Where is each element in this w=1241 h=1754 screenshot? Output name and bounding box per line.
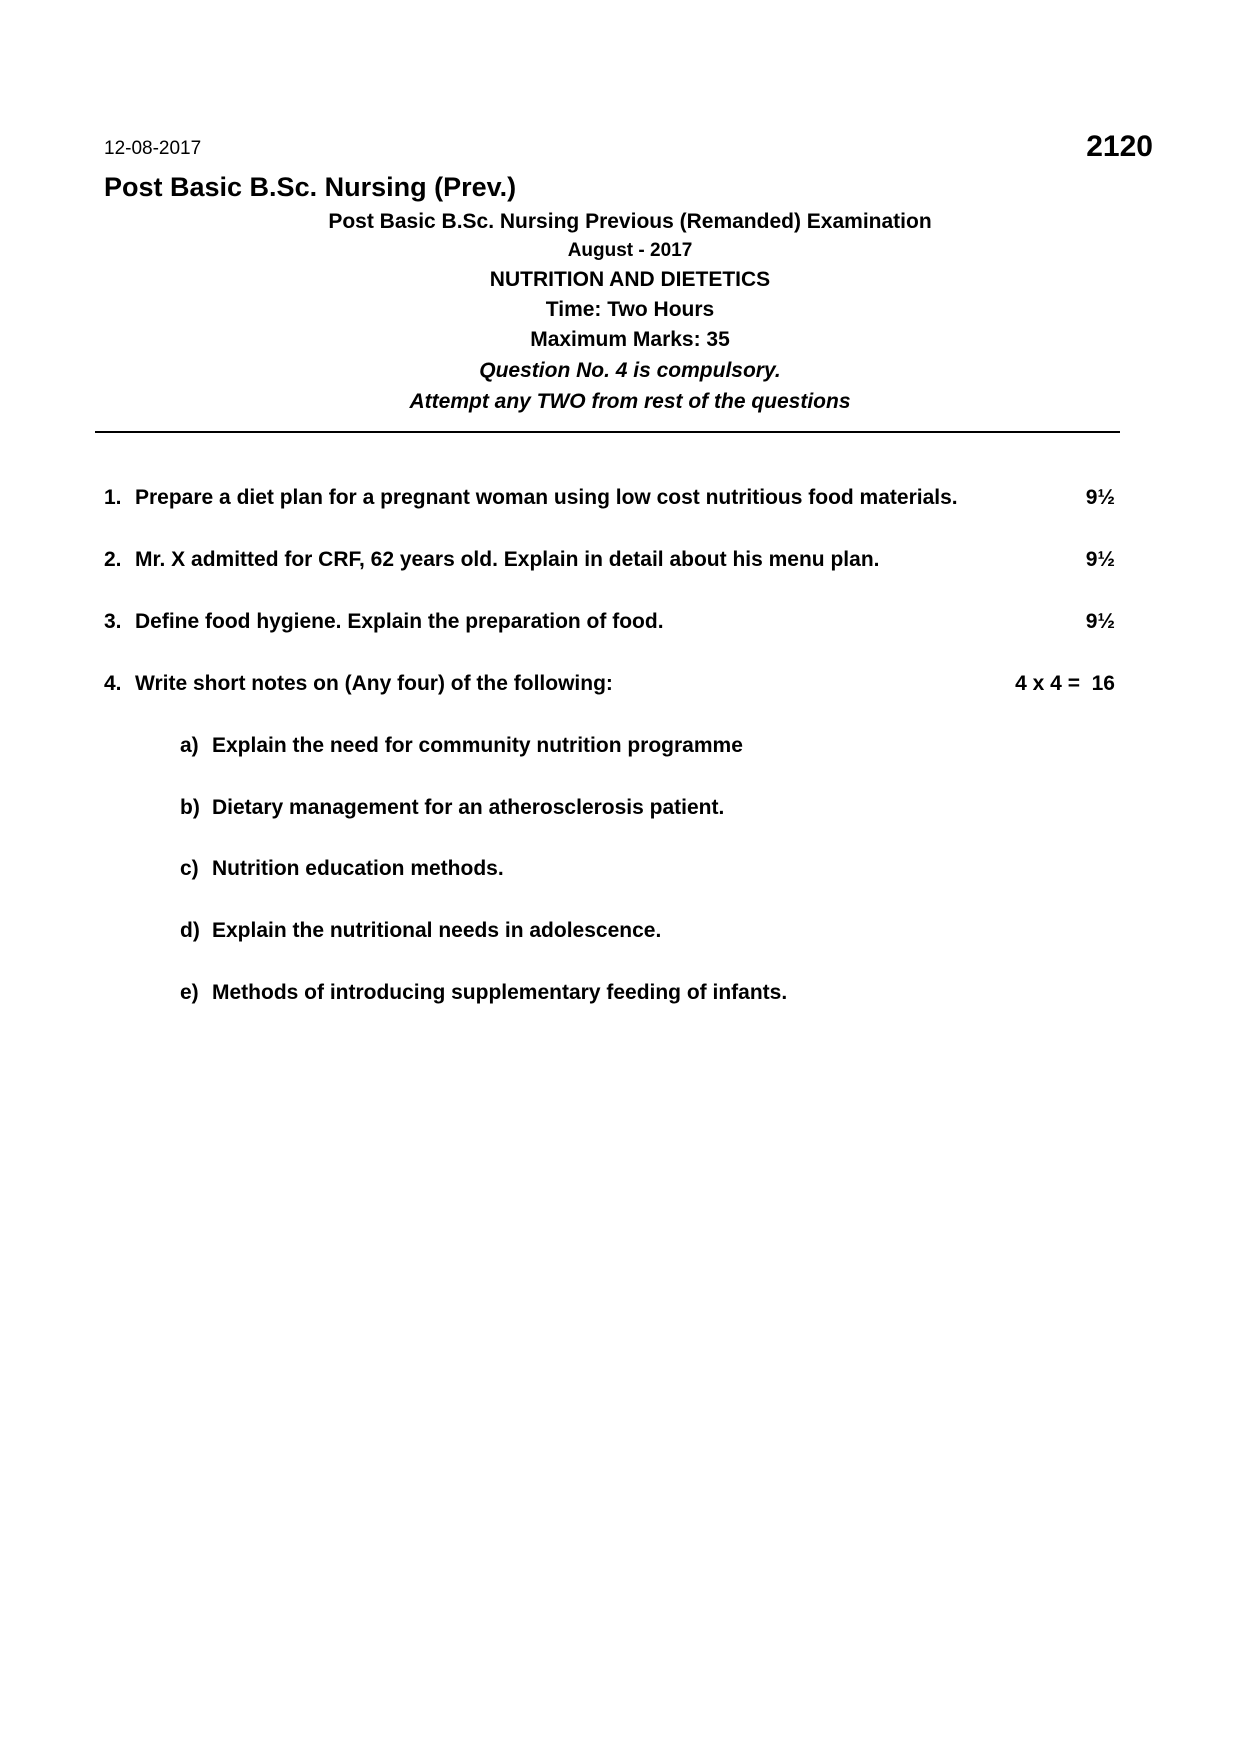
question-number: 4. <box>104 672 122 695</box>
short-note-letter: a) <box>180 734 199 757</box>
question-text: Mr. X admitted for CRF, 62 years old. Explain in detail about his menu plan. <box>135 548 880 571</box>
question-2 <box>104 548 1120 572</box>
exam-session: August - 2017 <box>567 240 693 261</box>
question-4 <box>104 672 1120 696</box>
question-text: Write short notes on (Any four) of the following: <box>135 672 613 695</box>
short-note-e <box>180 981 787 1005</box>
question-number: 3. <box>104 610 122 633</box>
subject-title: NUTRITION AND DIETETICS <box>489 268 771 291</box>
exam-title: Post Basic B.Sc. Nursing Previous (Remanded) Examination <box>328 210 932 233</box>
course-title: Post Basic B.Sc. Nursing (Prev.) <box>104 172 517 202</box>
short-note-b <box>180 796 724 820</box>
max-marks: Maximum Marks: 35 <box>530 328 730 351</box>
question-3 <box>104 610 1120 634</box>
short-note-text: Methods of introducing supplementary feeding of infants. <box>212 981 788 1004</box>
short-note-text: Nutrition education methods. <box>212 857 504 880</box>
instruction-compulsory: Question No. 4 is compulsory. <box>479 359 781 382</box>
short-note-letter: d) <box>180 919 200 942</box>
question-1 <box>104 486 1120 510</box>
short-note-letter: b) <box>180 796 200 819</box>
question-marks: 9½ <box>1085 548 1115 571</box>
question-text: Define food hygiene. Explain the preparation of food. <box>135 610 664 633</box>
short-note-c <box>180 857 504 881</box>
short-note-text: Explain the nutritional needs in adolescence. <box>212 919 662 942</box>
short-note-text: Explain the need for community nutrition programme <box>212 734 743 757</box>
question-text: Prepare a diet plan for a pregnant woman using low cost nutritious food materials. <box>135 486 958 509</box>
short-note-a <box>180 734 743 758</box>
question-marks: 4 x 4 = 16 <box>1015 672 1115 695</box>
short-note-letter: e) <box>180 981 199 1004</box>
header-divider <box>95 431 1120 433</box>
paper-code: 2120 <box>1086 130 1153 163</box>
short-note-text: Dietary management for an atherosclerosis patient. <box>212 796 725 819</box>
instruction-attempt: Attempt any TWO from rest of the questions <box>409 390 851 413</box>
question-marks: 9½ <box>1085 610 1115 633</box>
question-number: 2. <box>104 548 122 571</box>
exam-time: Time: Two Hours <box>545 298 715 321</box>
short-note-letter: c) <box>180 857 199 880</box>
question-number: 1. <box>104 486 122 509</box>
question-marks: 9½ <box>1085 486 1115 509</box>
exam-date: 12-08-2017 <box>104 138 202 159</box>
short-note-d <box>180 919 661 943</box>
